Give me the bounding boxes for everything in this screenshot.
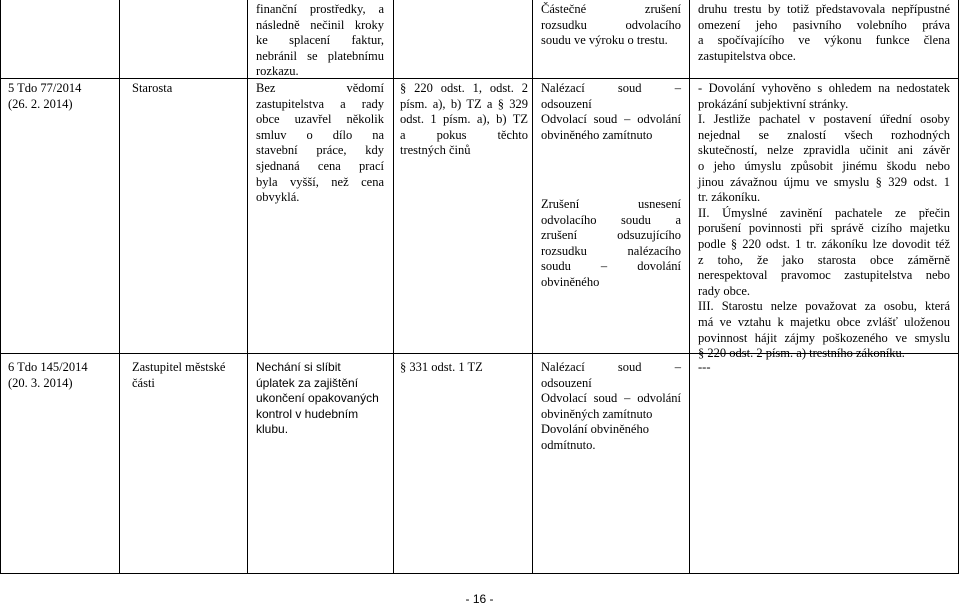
reasoning-cell [698,360,950,376]
text-line: zastupitelstva obce. [698,48,796,63]
text-line: má ve vztahu k majetku obce zvlášť uloženou [698,314,950,329]
table-border [0,0,1,574]
text-line: Zrušení usnesení [541,197,681,211]
text-line: kontrol v hudebním [256,406,359,421]
case-number-cell [8,81,116,112]
text-line: I. Jestliže pachatel v postavení úřední osoby [698,112,950,127]
text-line: Nechání si slíbit [256,360,341,374]
table-border [247,0,248,574]
text-line: obviněného [541,274,600,289]
text-line: rozsudku odvolacího [541,17,681,32]
text-line: nejednal se znalostí všech rozhodných [698,127,950,142]
position-cell [132,81,242,97]
result-cell [541,360,681,454]
result-cell [541,81,681,143]
result-cell-b [541,197,681,291]
text-line: ke splacení faktur, [256,33,384,48]
page-number: - 16 - [465,592,494,606]
text-line: z toho, že jako starosta obce záměrně [698,252,950,267]
text-line: Odvolací soud – odvolání [541,391,681,406]
text-line: nerespektoval pravomoc zastupitelstva nebo [698,268,950,283]
text-line: § 220 odst. 1, odst. 2 [400,81,528,95]
text-line: odvolacího soudu a [541,212,681,227]
text-line: II. Úmyslné zavinění pachatele ze přečin [698,205,950,220]
text-line: Nalézací soud – [541,81,681,95]
result-cell-prev [541,2,681,49]
text-line: prokázání subjektivní stránky. [698,96,849,111]
text-line: jinou závažnou újmu ve smyslu § 329 odst. 1 [698,174,950,189]
text-line: obvyklá. [256,190,300,205]
table-border [393,0,394,574]
text-line: obviněného zamítnuto [541,127,653,142]
text-line: části [132,375,155,390]
text-line: následně nečinil kroky [256,17,384,32]
case-date: (20. 3. 2014) [8,375,73,390]
text-line: odsouzení [541,375,592,390]
text-line: podle § 220 odst. 1 tr. zákoníku lze dovodit též [698,236,950,251]
text-line: stavební práce, kdy [256,143,384,158]
text-line: obce uzavřel několik [256,112,384,127]
case-number: 5 Tdo 77/2014 [8,81,82,95]
text-line: soudu ve výroku o trestu. [541,33,668,48]
text-line: odst. 1 písm. a), b) TZ [400,112,528,127]
text-line: - Dovolání vyhověno s ohledem na nedostatek [698,81,950,95]
text-line: Zastupitel městské [132,360,226,374]
text-line: § 220 odst. 2 písm. a) trestního zákoníku. [698,346,905,361]
text-line: povinnost hájit zájmy poškozeného ve smyslu [698,330,950,345]
text-line: skutečností, nelze zpravidla učinit ani závěr [698,143,950,158]
text-line: Částečné zrušení [541,2,681,16]
provisions-cell [400,81,528,159]
text-line: ukončení opakovaných [256,391,379,406]
text-line: písm. a), b) TZ a § 329 [400,96,528,111]
text-line: tr. zákoníku. [698,190,761,205]
text-line: Odvolací soud – odvolání [541,112,681,127]
text-line: rady obce. [698,283,751,298]
text-line: o jeho úmyslu způsobit jinému škodu nebo [698,158,950,173]
text-line: Dovolání obviněného [541,422,649,437]
reasoning-cell [698,81,950,362]
text-line: odsouzení [541,96,592,111]
provisions-cell [400,360,528,376]
text-line: klubu. [256,422,289,437]
table-border [532,0,533,574]
row-divider [0,78,959,79]
text-line: Nalézací soud – [541,360,681,374]
text-line: --- [698,360,711,374]
case-number-cell [8,360,116,391]
text-line: soudu – dovolání [541,259,681,274]
text-line: smluv o dílo na [256,127,384,142]
text-line: omezení jeho pasivního volebního práva [698,17,950,32]
text-line: úplatek za zajištění [256,375,359,390]
text-line: odmítnuto. [541,437,596,452]
text-line: III. Starostu nelze považovat za osobu, která [698,299,950,314]
text-line: byla vyšší, než cena [256,174,384,189]
text-line: druhu trestu by totiž představovala nepřípustné [698,2,950,16]
case-number: 6 Tdo 145/2014 [8,360,88,374]
text-line: finanční prostředky, a [256,2,384,16]
text-line: rozsudku nalézacího [541,243,681,258]
text-line: rozkazu. [256,64,299,79]
table-bottom-border [0,573,959,574]
text-line: zastupitelstva a rady [256,96,384,111]
table-border [689,0,690,574]
position-cell [132,360,244,391]
text-line: a pokus těchto [400,127,528,142]
text-line: porušení povinnosti při správě cizího majetku [698,221,950,236]
text-line: § 331 odst. 1 TZ [400,360,483,374]
conduct-cell [256,81,384,206]
case-date: (26. 2. 2014) [8,96,73,111]
conduct-cell-prev [256,2,384,80]
text-line: nebránil se platebnímu [256,48,384,63]
text-line: trestných činů [400,143,471,158]
text-line: a spočívajícího ve výkonu funkce člena [698,33,950,48]
reasoning-cell-prev [698,2,950,64]
text-line: zrušení odsuzujícího [541,228,681,243]
text-line: obviněných zamítnuto [541,406,653,421]
conduct-cell [256,360,386,438]
text-line: sjednaná cena prací [256,158,384,173]
text-line: Bez vědomí [256,81,384,95]
table-border [119,0,120,574]
position-title: Starosta [132,81,173,95]
